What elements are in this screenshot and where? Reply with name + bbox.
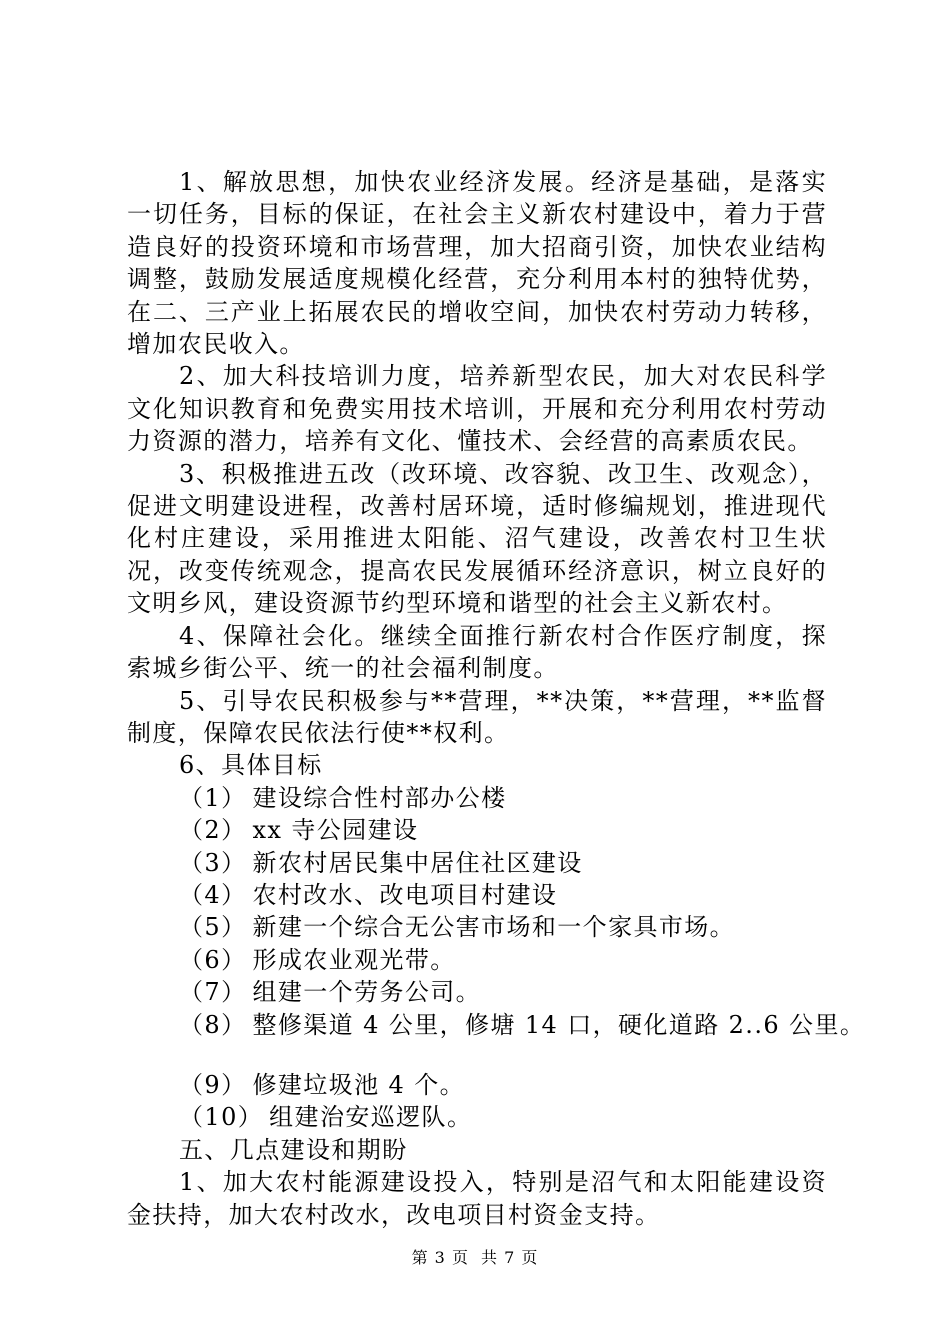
target-number: （1） [179,783,247,812]
target-text: 建设综合性村部办公楼 [252,783,507,812]
section-heading: 五、几点建设和期盼 [179,1135,408,1164]
target-number: （7） [179,978,247,1007]
target-text: 整修渠道 4 公里，修塘 14 口，硬化道路 2..6 公里。 [252,1010,866,1039]
target-text: 新建一个综合无公害市场和一个家具市场。 [252,913,736,942]
paragraph-participation: 5、引导农民积极参与**营理，**决策，**营理，**监督制度，保障农民依法行使**权利。 [127,686,827,747]
target-item [127,814,827,846]
paragraph-training: 2、加大科技培训力度，培养新型农民，加大对农民科学文化知识教育和免费实用技术培训，开展和充分利用农村劳动力资源的潜力，培养有文化、懂技术、会经营的高素质农民。 [127,362,827,456]
target-item [127,1069,827,1101]
paragraph-social-welfare: 4、保障社会化。继续全面推行新农村合作医疗制度，探索城乡街公平、统一的社会福利制度。 [127,621,827,683]
target-item [127,1101,827,1133]
target-item [127,944,827,976]
target-number: （6） [179,945,247,974]
paragraph-energy-investment: 1、加大农村能源建设投入，特别是沼气和太阳能建设资金扶持，加大农村改水，改电项目村资金支持。 [127,1168,827,1229]
target-number: （3） [179,848,247,877]
target-number: （9） [179,1070,247,1099]
target-number: （2） [179,816,247,845]
document-body [127,166,866,1231]
target-text: 修建垃圾池 4 个。 [252,1070,466,1099]
target-text: 组建一个劳务公司。 [252,978,482,1007]
target-item [127,847,827,879]
paragraph-five-reforms: 3、积极推进五改（改环境、改容貌、改卫生、改观念），促进文明建设进程，改善村居环境，适时修编规划，推进现代化村庄建设，采用推进太阳能、沼气建设，改善农村卫生状况，改变传统观念，提高农民发展循环经济意识，树立良好的文明乡风，建设资源节约型环境和谐型的社会主义新农村。 [127,459,827,618]
target-text: 形成农业观光带。 [252,945,456,974]
target-text: xx 寺公园建设 [252,816,419,845]
target-item [127,911,827,943]
target-number: （10） [179,1103,264,1132]
target-item [127,1009,866,1041]
target-text: 新农村居民集中居住社区建设 [252,848,583,877]
page-total: 共 7 页 [481,1248,539,1267]
target-item [127,976,827,1008]
target-text: 组建治安巡逻队。 [269,1103,473,1132]
target-number: （8） [179,1010,247,1039]
target-number: （4） [179,880,247,909]
target-item [127,782,827,814]
target-item [127,879,827,911]
target-text: 农村改水、改电项目村建设 [252,880,558,909]
targets-heading: 6、具体目标 [179,751,323,780]
page-number: 第 3 页 [411,1248,469,1267]
target-number: （5） [179,913,247,942]
page-footer [0,1248,950,1268]
paragraph-economy: 1、解放思想，加快农业经济发展。经济是基础，是落实一切任务，目标的保证，在社会主义新农村建设中，着力于营造良好的投资环境和市场营理，加大招商引资，加快农业结构调整，鼓励发展适度规模化经营，充分利用本村的独特优势，在二、三产业上拓展农民的增收空间，加快农村劳动力转移，增加农民收入。 [127,168,827,359]
